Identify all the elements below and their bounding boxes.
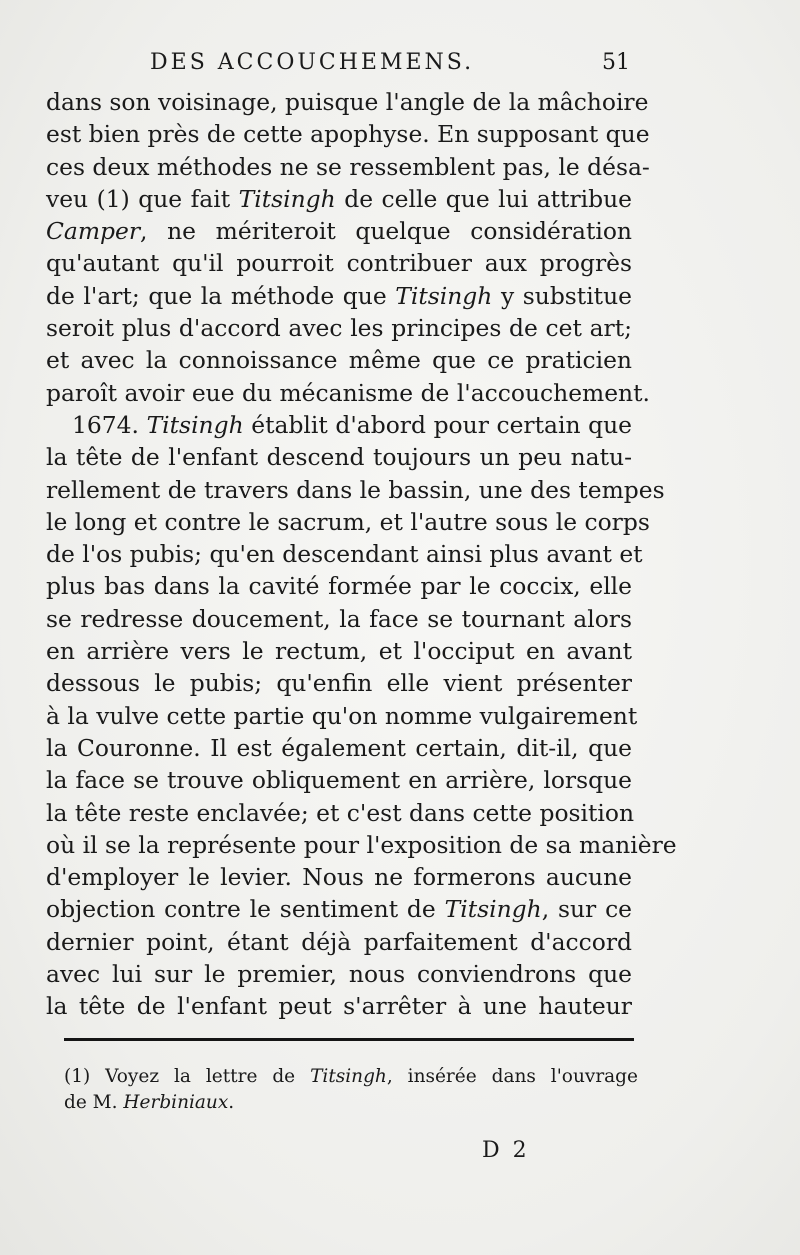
text-line: où il se la représente pour l'exposition de sa manière [46,830,677,859]
signature-mark: D 2 [482,1138,530,1163]
text-line: la Couronne. Il est également certain, dit-il, que [46,733,632,762]
footnote-line [64,1064,638,1090]
text-line [46,215,632,247]
text-segment: . [228,1092,235,1113]
paragraph-start [46,409,632,441]
text-segment: , ne mériteroit quelque considération [140,217,632,246]
text-line [46,183,632,215]
text-line: qu'autant qu'il pourroit contribuer aux progrès [46,249,632,278]
text-line: et avec la connoissance même que ce praticien [46,346,632,375]
text-line [46,280,632,312]
running-header [150,50,630,75]
text-line: la tête de l'enfant descend toujours un peu natu- [46,443,632,472]
text-line: paroît avoir eue du mécanisme de l'accouchement. [46,378,650,407]
text-line: à la vulve cette partie qu'on nomme vulgairement [46,701,638,730]
name-titsingh: Titsingh [395,281,493,310]
text-line: la tête reste enclavée; et c'est dans cette position [46,798,635,827]
text-segment: de celle que lui attribue [335,184,632,213]
text-segment: établit d'abord pour certain que [243,410,632,439]
text-segment: objection contre le sentiment de [46,895,445,924]
text-line: avec lui sur le premier, nous conviendrons que [46,960,632,989]
text-line: rellement de travers dans le bassin, une des tempes [46,475,665,504]
footnote-rule [64,1038,634,1041]
main-text [46,86,677,1023]
text-line: en arrière vers le rectum, et l'occiput en avant [46,637,632,666]
section-number: 1674. [72,410,147,439]
footnote-line [64,1090,638,1116]
name-titsingh: Titsingh [310,1066,387,1087]
name-titsingh: Titsingh [238,184,336,213]
text-segment: , insérée dans l'ouvrage [386,1066,638,1087]
name-herbiniaux: Herbiniaux [123,1092,229,1113]
running-title: DES ACCOUCHEMENS. [150,50,475,75]
text-line: plus bas dans la cavité formée par le coccix, elle [46,572,632,601]
text-line: d'employer le levier. Nous ne formerons aucune [46,863,632,892]
text-line: dernier point, étant déjà parfaitement d'accord [46,927,632,956]
text-segment: de l'art; que la méthode que [46,281,396,310]
text-segment: de M. [64,1092,124,1113]
text-segment: veu (1) que fait [46,184,239,213]
text-line: dans son voisinage, puisque l'angle de la mâchoire [46,88,649,116]
text-segment: (1) Voyez la lettre de [64,1066,311,1087]
text-line: de l'os pubis; qu'en descendant ainsi plus avant et [46,540,643,569]
text-line: la face se trouve obliquement en arrière, lorsque [46,766,632,795]
page-number: 51 [602,50,630,75]
text-line: dessous le pubis; qu'enfin elle vient présenter [46,669,632,698]
text-line: le long et contre le sacrum, et l'autre sous le corps [46,507,650,536]
text-line [46,893,632,925]
footnote [64,1064,638,1116]
text-segment: , sur ce [541,895,633,924]
text-line: ces deux méthodes ne se ressemblent pas, le désa- [46,152,650,181]
text-line: se redresse doucement, la face se tournant alors [46,604,632,633]
text-line: seroit plus d'accord avec les principes de cet art; [46,314,632,343]
text-segment: y substitue [492,281,632,310]
text-line: est bien près de cette apophyse. En supposant que [46,120,650,149]
name-camper: Camper [46,217,141,246]
name-titsingh: Titsingh [146,410,244,439]
text-line: la tête de l'enfant peut s'arrêter à une hauteur [46,992,632,1021]
name-titsingh: Titsingh [444,895,542,924]
